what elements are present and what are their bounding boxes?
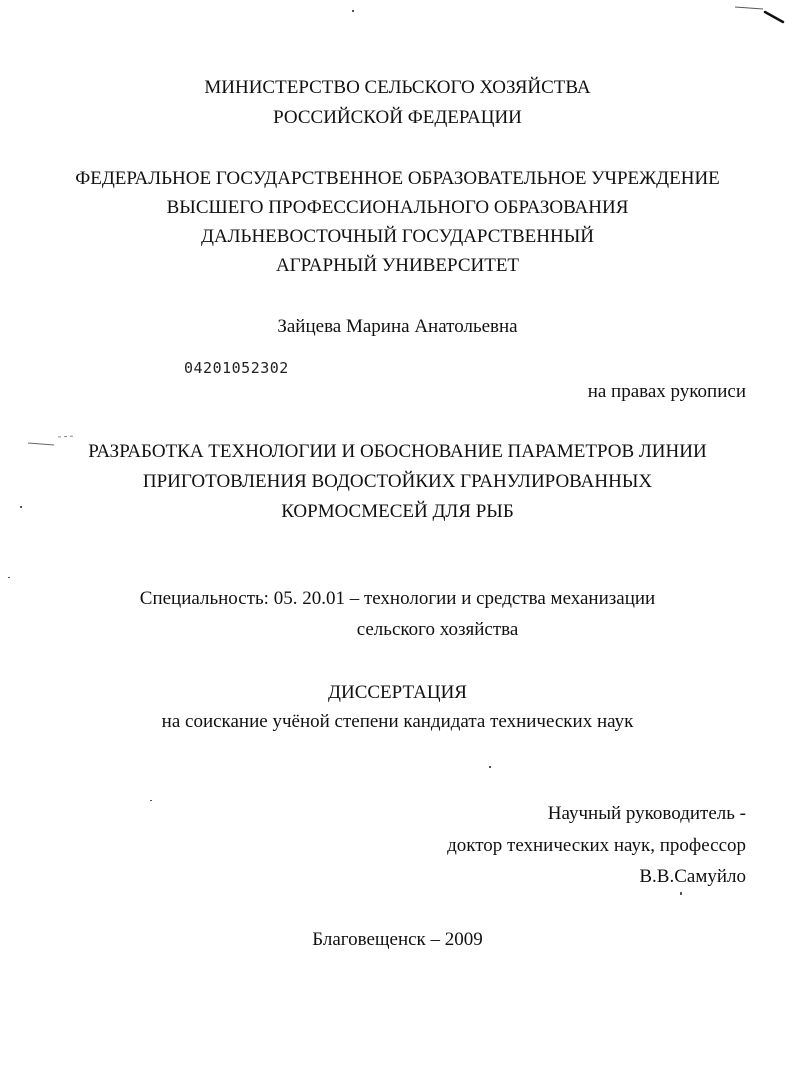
scan-speck — [20, 506, 22, 508]
scan-mark-top-right — [735, 4, 785, 26]
specialty-line-2: сельского хозяйства — [356, 619, 519, 640]
document-type: ДИССЕРТАЦИЯ — [328, 682, 467, 703]
registration-number-stamp: 04201052302 — [184, 359, 289, 377]
specialty-line-1: Специальность: 05. 20.01 – технологии и средства механизации — [139, 588, 656, 609]
institution-line-3: ДАЛЬНЕВОСТОЧНЫЙ ГОСУДАРСТВЕННЫЙ — [200, 226, 594, 247]
author-name: Зайцева Марина Анатольевна — [277, 316, 518, 337]
ministry-line-2: РОССИЙСКОЙ ФЕДЕРАЦИИ — [273, 107, 522, 128]
scan-mark-left — [28, 434, 76, 450]
scan-speck — [352, 10, 354, 12]
institution-line-2: ВЫСШЕГО ПРОФЕССИОНАЛЬНОГО ОБРАЗОВАНИЯ — [166, 197, 629, 218]
institution-line-4: АГРАРНЫЙ УНИВЕРСИТЕТ — [275, 255, 520, 276]
degree-line: на соискание учёной степени кандидата технических наук — [161, 711, 634, 732]
supervisor-credentials: доктор технических наук, профессор — [447, 835, 746, 856]
scan-speck — [680, 892, 682, 895]
supervisor-name: В.В.Самуйло — [639, 866, 746, 887]
scan-speck — [150, 800, 152, 801]
institution-line-1: ФЕДЕРАЛЬНОЕ ГОСУДАРСТВЕННОЕ ОБРАЗОВАТЕЛЬНОЕ УЧРЕЖДЕНИЕ — [75, 168, 720, 189]
city-year: Благовещенск – 2009 — [312, 929, 483, 950]
supervisor-role: Научный руководитель - — [547, 803, 746, 824]
manuscript-note: на правах рукописи — [587, 381, 746, 402]
ministry-line-1: МИНИСТЕРСТВО СЕЛЬСКОГО ХОЗЯЙСТВА — [204, 77, 591, 98]
title-line-2: ПРИГОТОВЛЕНИЯ ВОДОСТОЙКИХ ГРАНУЛИРОВАННЫХ — [142, 471, 653, 492]
title-line-1: РАЗРАБОТКА ТЕХНОЛОГИИ И ОБОСНОВАНИЕ ПАРАМЕТРОВ ЛИНИИ — [88, 441, 707, 462]
scan-speck — [8, 577, 10, 578]
scan-speck — [489, 766, 491, 768]
title-line-3: КОРМОСМЕСЕЙ ДЛЯ РЫБ — [281, 501, 514, 522]
